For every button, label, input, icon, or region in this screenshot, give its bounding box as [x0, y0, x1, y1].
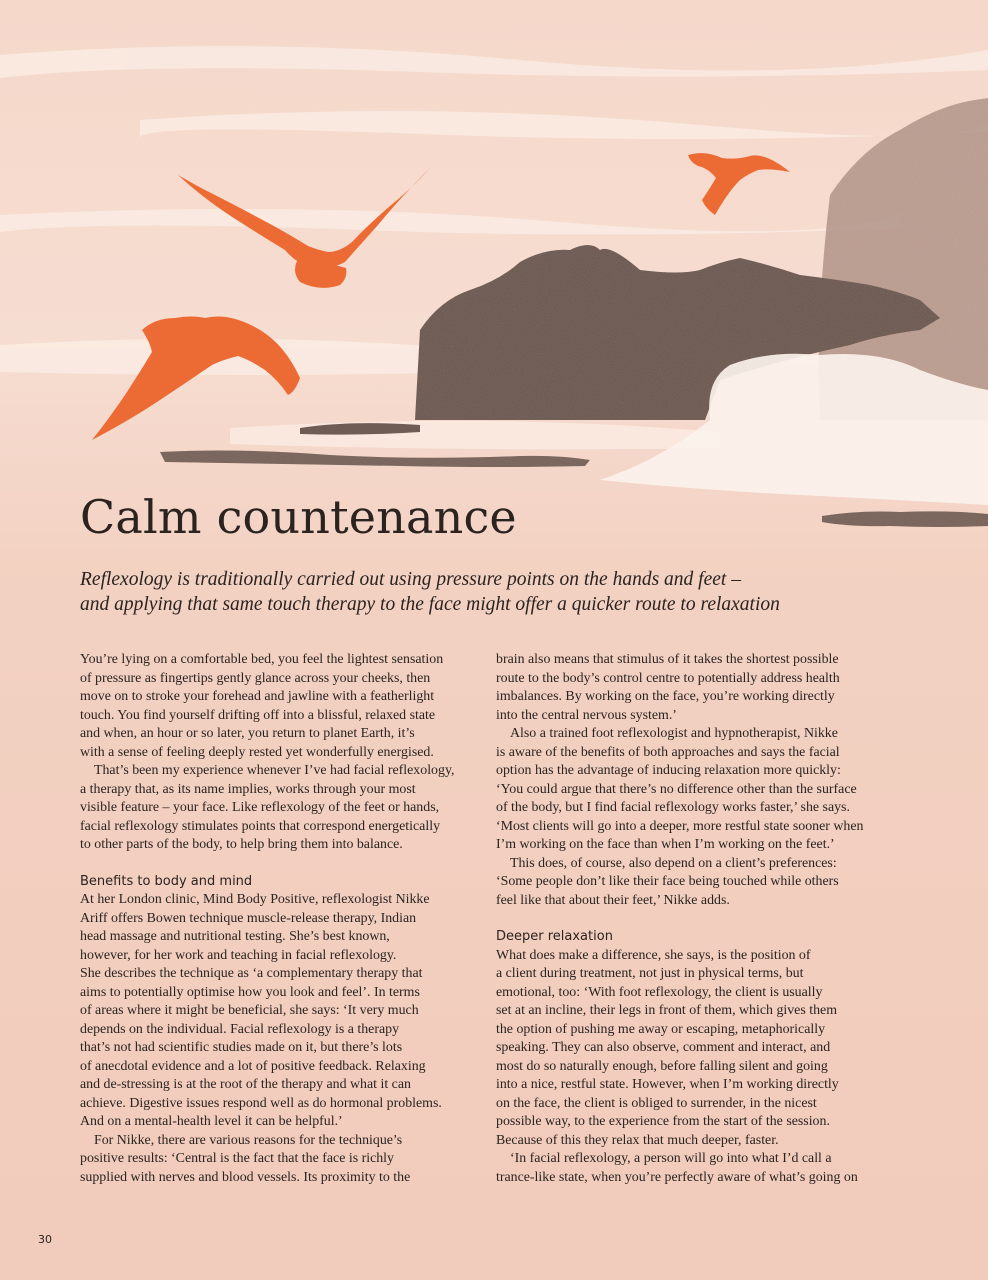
text-line: on the face, the client is obliged to surrender, in the nicest	[496, 1095, 817, 1111]
text-line: that’s not had scientific studies made on it, but there’s lots	[80, 1040, 403, 1055]
hero-illustration	[0, 0, 988, 560]
text-line: emotional, too: ‘With foot reflexology, the client is usually	[496, 984, 823, 1000]
text-line: positive results: ‘Central is the fact that the face is richly	[80, 1151, 394, 1166]
horizon-rock-right-texture	[822, 511, 988, 527]
text-line: And on a mental-health level it can be helpful.’	[80, 1114, 343, 1129]
text-line: Ariff offers Bowen technique muscle-release therapy, Indian	[80, 910, 417, 926]
text-line: route to the body’s control centre to potentially address health	[496, 670, 840, 686]
text-line: ‘You could argue that there’s no difference other than the surface	[496, 781, 857, 797]
text-line: speaking. They can also observe, comment and interact, and	[496, 1040, 831, 1055]
text-line: a therapy that, as its name implies, works through your most	[80, 781, 416, 797]
text-line: a client during treatment, not just in physical terms, but	[496, 966, 804, 981]
text-line: aims to potentially optimise how you look and feel’. In terms	[80, 984, 420, 1000]
text-line: most do so naturally enough, before falling silent and going	[496, 1058, 828, 1074]
text-line: into the central nervous system.’	[496, 707, 677, 723]
text-line: That’s been my experience whenever I’ve had facial reflexology,	[94, 763, 455, 778]
text-line: depends on the individual. Facial reflexology is a therapy	[80, 1021, 400, 1037]
text-line: trance-like state, when you’re perfectly aware of what’s going on	[496, 1169, 858, 1185]
text-line: visible feature – your face. Like reflexology of the feet or hands,	[80, 800, 440, 815]
subheading: Deeper relaxation	[496, 929, 613, 944]
text-line: achieve. Digestive issues respond well as do hormonal problems.	[80, 1095, 442, 1111]
text-line: imbalances. By working on the face, you’re working directly	[496, 689, 835, 704]
text-line: move on to stroke your forehead and jawline with a featherlight	[80, 689, 435, 704]
text-line: I’m working on the face than when I’m working on the feet.’	[496, 837, 835, 852]
text-line: option has the advantage of inducing relaxation more quickly:	[496, 763, 841, 778]
text-line: and de-stressing is at the root of the therapy and what it can	[80, 1077, 411, 1092]
text-line: with a sense of feeling deeply rested yet wonderfully energised.	[80, 744, 434, 760]
paragraph	[80, 651, 500, 762]
text-line: You’re lying on a comfortable bed, you feel the lightest sensation	[80, 652, 444, 667]
text-line: and when, an hour or so later, you return to planet Earth, it’s	[80, 726, 415, 741]
text-line: is aware of the benefits of both approaches and says the facial	[496, 744, 840, 760]
text-line: of pressure as fingertips gently glance across your cheeks, then	[80, 670, 431, 686]
text-line: At her London clinic, Mind Body Positive, reflexologist Nikke	[80, 892, 430, 907]
paragraph	[496, 725, 896, 855]
text-line: feel like that about their feet,’ Nikke adds.	[496, 892, 730, 908]
text-line: This does, of course, also depend on a client’s preferences:	[510, 855, 837, 871]
paragraph	[80, 891, 500, 1132]
standfirst-line: and applying that same touch therapy to the face might offer a quicker route to relaxation	[80, 594, 780, 615]
text-line: possible way, to the experience from the start of the session.	[496, 1114, 830, 1129]
text-line: into a nice, restful state. However, when I’m working directly	[496, 1077, 839, 1092]
text-line: ‘Most clients will go into a deeper, more restful state sooner when	[496, 818, 864, 834]
text-line: Because of this they relax that much deeper, faster.	[496, 1132, 779, 1148]
text-line: ‘Some people don’t like their face being touched while others	[496, 874, 839, 889]
text-line: head massage and nutritional testing. She’s best known,	[80, 929, 390, 944]
text-line: to other parts of the body, to help bring them into balance.	[80, 837, 403, 852]
text-line: the option of pushing me away or escaping, metaphorically	[496, 1021, 826, 1037]
text-line: Also a trained foot reflexologist and hypnotherapist, Nikke	[510, 726, 838, 741]
text-line: She describes the technique as ‘a complementary therapy that	[80, 966, 423, 981]
text-line: For Nikke, there are various reasons for the technique’s	[94, 1132, 403, 1148]
text-line: of areas where it might be beneficial, she says: ‘It very much	[80, 1003, 419, 1018]
text-line: facial reflexology stimulates points that correspond energetically	[80, 818, 441, 834]
standfirst	[80, 567, 940, 617]
subheading: Benefits to body and mind	[80, 873, 253, 889]
standfirst-line: Reflexology is traditionally carried out using pressure points on the hands and feet –	[80, 569, 741, 590]
text-line: of the body, but I find facial reflexology works faster,’ she says.	[496, 800, 850, 815]
text-line: set at an incline, their legs in front of them, which gives them	[496, 1003, 838, 1018]
text-line: however, for her work and teaching in facial reflexology.	[80, 947, 397, 963]
paragraph	[80, 1132, 500, 1188]
paragraph	[496, 855, 896, 911]
column-left	[80, 651, 500, 1187]
page-number: 30	[38, 1233, 52, 1246]
paragraph	[496, 651, 896, 725]
text-line: ‘In facial reflexology, a person will go into what I’d call a	[510, 1151, 832, 1166]
article-title: Calm countenance	[80, 490, 517, 544]
paragraph	[496, 947, 896, 1151]
column-right	[496, 651, 896, 1187]
text-line: of anecdotal evidence and a lot of positive feedback. Relaxing	[80, 1058, 426, 1074]
text-line: What does make a difference, she says, is the position of	[496, 947, 811, 963]
text-line: brain also means that stimulus of it takes the shortest possible	[496, 652, 839, 667]
text-line: supplied with nerves and blood vessels. Its proximity to the	[80, 1169, 411, 1185]
text-line: touch. You find yourself drifting off into a blissful, relaxed state	[80, 707, 436, 723]
paragraph	[496, 1150, 896, 1187]
paragraph	[80, 762, 500, 855]
